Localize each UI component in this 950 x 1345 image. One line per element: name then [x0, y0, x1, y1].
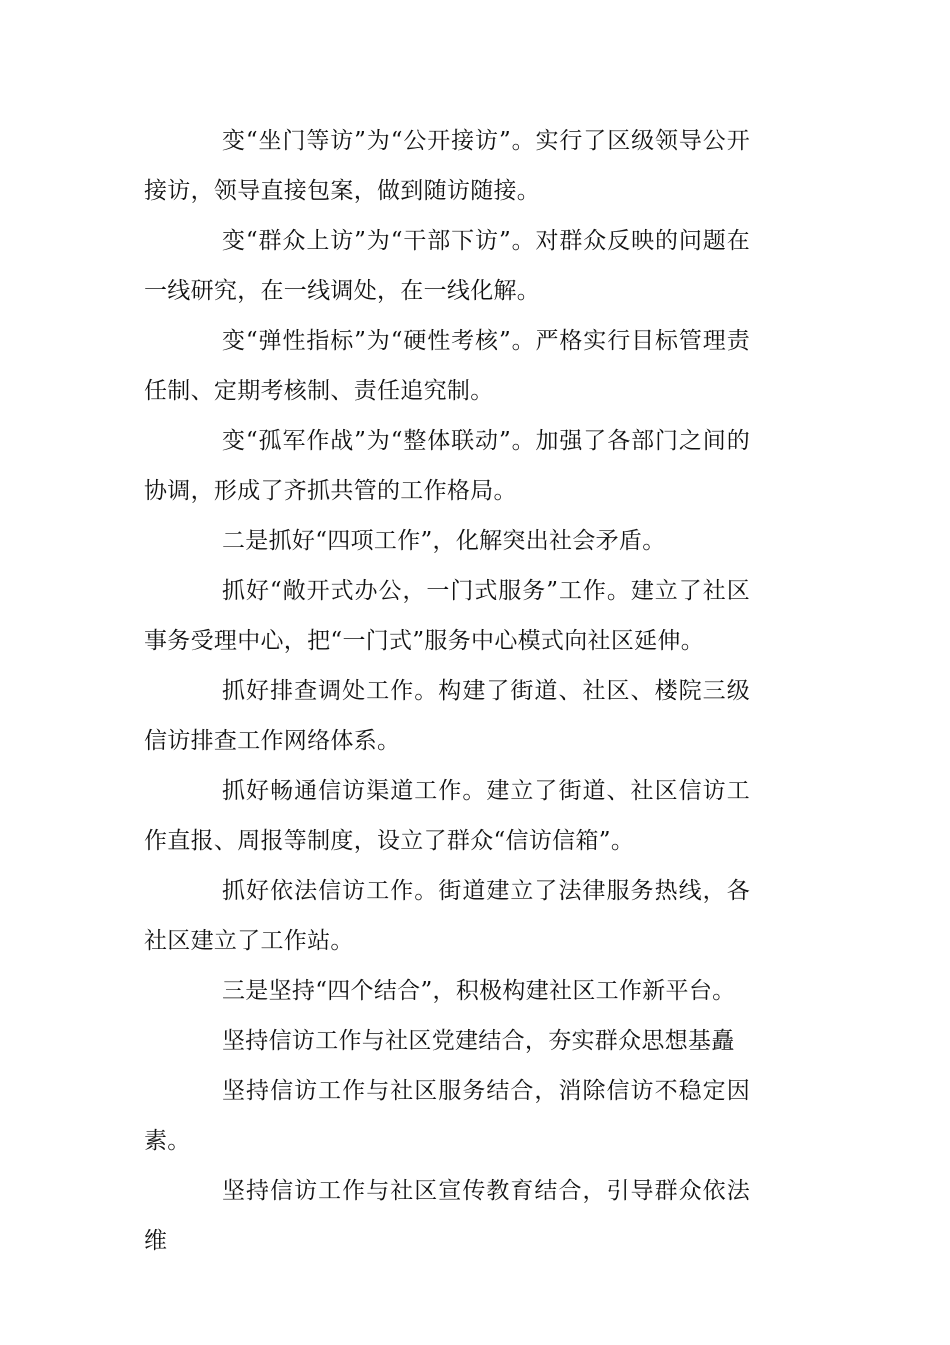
paragraph-13: 坚持信访工作与社区宣传教育结合，引导群众依法维 [144, 1178, 750, 1254]
document-body [144, 116, 750, 1266]
paragraph-3: 变“弹性指标”为“硬性考核”。严格实行目标管理责任制、定期考核制、责任追究制。 [144, 328, 750, 404]
paragraph-12: 坚持信访工作与社区服务结合，消除信访不稳定因素。 [144, 1078, 750, 1154]
paragraph-4: 变“孤军作战”为“整体联动”。加强了各部门之间的协调，形成了齐抓共管的工作格局。 [144, 428, 750, 504]
paragraph-5: 二是抓好“四项工作”，化解突出社会矛盾。 [222, 528, 666, 554]
paragraph-2: 变“群众上访”为“干部下访”。对群众反映的问题在一线研究，在一线调处，在一线化解。 [144, 228, 750, 304]
paragraph-6: 抓好“敞开式办公，一门式服务”工作。建立了社区事务受理中心，把“一门式”服务中心模式向社区延伸。 [144, 578, 750, 654]
paragraph-1: 变“坐门等访”为“公开接访”。实行了区级领导公开接访，领导直接包案，做到随访随接。 [144, 128, 750, 204]
paragraph-9: 抓好依法信访工作。街道建立了法律服务热线，各社区建立了工作站。 [144, 878, 750, 954]
paragraph-7: 抓好排查调处工作。构建了街道、社区、楼院三级信访排查工作网络体系。 [144, 678, 750, 754]
paragraph-8: 抓好畅通信访渠道工作。建立了街道、社区信访工作直报、周报等制度，设立了群众“信访信箱”。 [144, 778, 750, 854]
paragraph-10: 三是坚持“四个结合”，积极构建社区工作新平台。 [222, 978, 736, 1004]
paragraph-11: 坚持信访工作与社区党建结合，夯实群众思想基矗 [222, 1028, 735, 1054]
